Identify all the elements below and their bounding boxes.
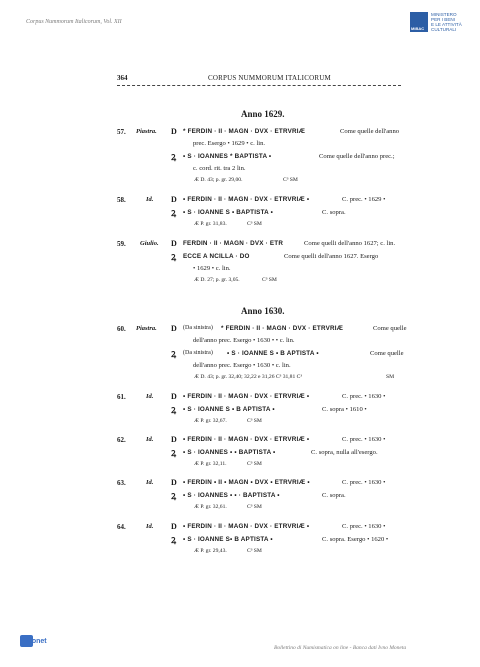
logo-line: MINISTERO — [431, 12, 457, 17]
reverse-note: C. sopra • 1610 • — [322, 406, 367, 413]
obverse-mark: D — [171, 435, 177, 444]
collection-mark: SM — [386, 374, 395, 380]
obverse-note: Come quelle dell'anno — [340, 128, 400, 135]
entry-number: 57. — [117, 128, 126, 136]
entry-number: 60. — [117, 325, 126, 333]
coin-metadata: Æ P. gr. 32,67. — [194, 418, 227, 424]
reverse-note: C. sopra. — [322, 492, 346, 499]
obverse-legend: * FERDIN · II · MAGN · DVX · ETRVRIÆ — [183, 128, 306, 135]
reverse-mark: Ꝝ — [171, 449, 177, 458]
reverse-mark: Ꝝ — [171, 253, 177, 262]
monet-logo-label: Monet — [26, 638, 47, 645]
obverse-legend: • FERDIN · II · MAGN · DVX · ETRVRIÆ • — [183, 196, 310, 203]
obverse-note: C. prec. • 1630 • — [342, 436, 386, 443]
obverse-mark: D — [171, 127, 177, 136]
entry-number: 61. — [117, 393, 126, 401]
denomination: Id. — [146, 523, 154, 530]
coin-metadata: Æ P. gr. 32,61. — [194, 504, 227, 510]
reverse-mark: Ꝝ — [171, 536, 177, 545]
monet-logo — [20, 633, 54, 649]
coin-metadata: Æ P. gr. 29,43. — [194, 548, 227, 554]
denomination: Piastra. — [136, 128, 157, 135]
denomination: Giulio. — [140, 240, 159, 247]
collection-mark: C³ SM — [247, 461, 262, 467]
obverse-mark: D — [171, 478, 177, 487]
section-heading: Anno 1629. — [241, 109, 285, 119]
obverse-note: C. prec. • 1630 • — [342, 393, 386, 400]
reverse-prefix: (Da sinistra) — [183, 350, 213, 356]
obverse-mark: D — [171, 195, 177, 204]
obverse-note: Come quelle — [373, 325, 407, 332]
coin-metadata: Æ D. 27; p. gr. 3,05. — [194, 277, 240, 283]
collection-mark: C³ SM — [247, 221, 262, 227]
ministry-logo — [410, 10, 470, 38]
entry-number: 62. — [117, 436, 126, 444]
denomination: Id. — [146, 393, 154, 400]
obverse-continuation: prec. Esergo • 1629 • c. lin. — [193, 140, 266, 147]
reverse-continuation: dell'anno prec. Esergo • 1630 • c. lin. — [193, 362, 291, 369]
reverse-legend: • S · IOANNE S• B APTISTA • — [183, 536, 273, 543]
collection-mark: C³ SM — [262, 277, 277, 283]
reverse-legend: • S · IOANNES * BAPTISTA • — [183, 153, 272, 160]
reverse-legend: • S · IOANNE S • B APTISTA • — [227, 350, 319, 357]
obverse-note: C. prec. • 1630 • — [342, 523, 386, 530]
reverse-note: Come quelle — [370, 350, 404, 357]
coin-metadata: Æ D. 43; p. gr. 29,00. — [194, 177, 243, 183]
denomination: Id. — [146, 436, 154, 443]
logo-line: E LE ATTIVITÀ — [431, 22, 462, 27]
obverse-mark: D — [171, 392, 177, 401]
reverse-legend: • S · IOANNES • • BAPTISTA • — [183, 449, 276, 456]
logo-line: PER I BENI — [431, 17, 455, 22]
obverse-continuation: dell'anno prec. Esergo • 1630 • • c. lin. — [193, 337, 295, 344]
obverse-legend: • FERDIN · II · MAGN · DVX · ETRVRIÆ • — [183, 436, 310, 443]
reverse-mark: Ꝝ — [171, 406, 177, 415]
reverse-note: C. sopra. Esergo • 1620 • — [322, 536, 389, 543]
reverse-note: C. sopra. — [322, 209, 346, 216]
obverse-note: Come quelli dell'anno 1627; c. lin. — [304, 240, 396, 247]
page-number: 364 — [117, 74, 128, 82]
reverse-legend: • S · IOANNE S • B APTISTA • — [183, 406, 275, 413]
header-rule — [117, 85, 401, 86]
reverse-note: C. sopra, nulla all'esergo. — [311, 449, 378, 456]
obverse-legend: • FERDIN • II • MAGN • DVX • ETRVRIÆ • — [183, 479, 310, 486]
obverse-legend: FERDIN · II · MAGN · DVX · ETR — [183, 240, 284, 247]
entry-number: 64. — [117, 523, 126, 531]
entry-number: 58. — [117, 196, 126, 204]
obverse-prefix: (Da sinistra) — [183, 325, 213, 331]
reverse-mark: Ꝝ — [171, 350, 177, 359]
collection-mark: C³ SM — [247, 504, 262, 510]
denomination: Id. — [146, 196, 154, 203]
collection-mark: C³ SM — [283, 177, 298, 183]
denomination: Piastra. — [136, 325, 157, 332]
reverse-legend: • S · IOANNES • • · BAPTISTA • — [183, 492, 280, 499]
collection-mark: C³ SM — [247, 418, 262, 424]
coin-metadata: Æ D. 43; p. gr. 32,40; 32,22 e 31,26 C³ 31,81 C³ — [194, 374, 303, 380]
obverse-mark: D — [171, 324, 177, 333]
obverse-mark: D — [171, 239, 177, 248]
reverse-note: Come quelle dell'anno prec.; — [319, 153, 395, 160]
entry-number: 63. — [117, 479, 126, 487]
footer-credit: Bollettino di Numismatica on line - Banca dati Ivno Moneta — [274, 645, 407, 651]
obverse-note: C. prec. • 1630 • — [342, 479, 386, 486]
denomination: Id. — [146, 479, 154, 486]
reverse-legend: • S · IOANNE S • BAPTISTA • — [183, 209, 274, 216]
obverse-legend: • FERDIN · II · MAGN · DVX · ETRVRIÆ • — [183, 393, 310, 400]
book-title: CORPUS NUMMORUM ITALICORUM — [208, 74, 331, 82]
running-title: Corpus Nummorum Italicorum, Vol. XII — [26, 19, 122, 25]
coin-metadata: Æ P. gr. 31,83. — [194, 221, 227, 227]
reverse-mark: Ꝝ — [171, 209, 177, 218]
collection-mark: C³ SM — [247, 548, 262, 554]
reverse-note: Come quelli dell'anno 1627. Esergo — [284, 253, 379, 260]
coin-metadata: Æ P. gr. 32,11. — [194, 461, 227, 467]
obverse-mark: D — [171, 522, 177, 531]
reverse-legend: ECCE A NCILLA · DO — [183, 253, 250, 260]
logo-line: CULTURALI — [431, 27, 457, 32]
obverse-note: C. prec. • 1629 • — [342, 196, 386, 203]
obverse-legend: * FERDIN · II · MAGN · DVX · ETRVRIÆ — [221, 325, 344, 332]
reverse-mark: Ꝝ — [171, 153, 177, 162]
reverse-continuation: c. cord. rit. tra 2 lin. — [193, 165, 246, 172]
section-heading: Anno 1630. — [241, 306, 285, 316]
reverse-continuation: • 1629 • c. lin. — [193, 265, 231, 272]
obverse-legend: • FERDIN · II · MAGN · DVX · ETRVRIÆ • — [183, 523, 310, 530]
ministry-logo-icon: MiBAC — [410, 12, 428, 32]
reverse-mark: Ꝝ — [171, 492, 177, 501]
entry-number: 59. — [117, 240, 126, 248]
